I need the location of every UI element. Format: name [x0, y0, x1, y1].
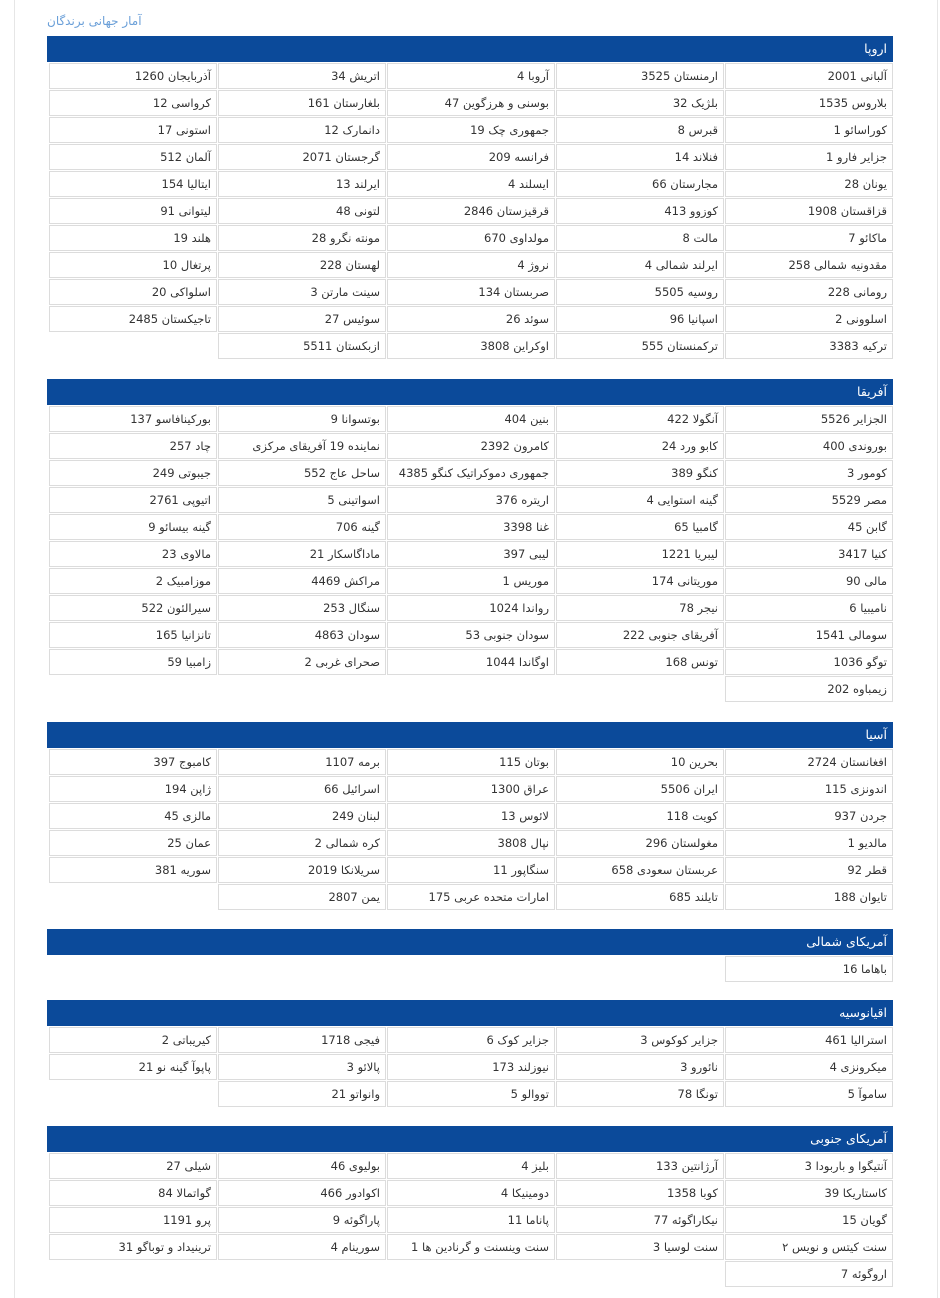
country-entry[interactable]: فیجی 1718 — [218, 1027, 386, 1053]
country-entry[interactable]: کامبوج 397 — [49, 749, 217, 775]
empty-cell — [555, 676, 724, 702]
region-header: آمریکای جنوبی — [47, 1126, 893, 1152]
country-entry[interactable]: کیریباتی 2 — [49, 1027, 217, 1053]
country-entry[interactable]: سینت مارتن 3 — [218, 279, 386, 305]
region-header: آمریکای شمالی — [47, 929, 893, 955]
country-entry[interactable]: جیبوتی 249 — [49, 460, 217, 486]
country-entry[interactable]: برمه 1107 — [218, 749, 386, 775]
country-entry[interactable]: گویان 15 — [725, 1207, 893, 1233]
country-entry[interactable]: لیبریا 1221 — [556, 541, 724, 567]
country-entry[interactable]: لتونی 48 — [218, 198, 386, 224]
country-entry[interactable]: تایوان 188 — [725, 884, 893, 910]
country-entry[interactable]: نیجر 78 — [556, 595, 724, 621]
empty-cell — [48, 884, 217, 910]
empty-cell — [48, 1081, 217, 1107]
country-entry[interactable]: بلژیک 32 — [556, 90, 724, 116]
country-entry[interactable]: نیکاراگوئه 77 — [556, 1207, 724, 1233]
country-entry[interactable]: گینه 706 — [218, 514, 386, 540]
country-entry[interactable]: اروگوئه 7 — [725, 1261, 893, 1287]
country-entry[interactable]: نماینده 19 آفریقای مرکزی — [218, 433, 386, 459]
country-entry[interactable]: عربستان سعودی 658 — [556, 857, 724, 883]
country-entry[interactable]: آلبانی 2001 — [725, 63, 893, 89]
country-entry[interactable]: ارمنستان 3525 — [556, 63, 724, 89]
country-entry[interactable]: سنت لوسیا 3 — [556, 1234, 724, 1260]
country-entry[interactable]: کرواسی 12 — [49, 90, 217, 116]
country-entry[interactable]: لهستان 228 — [218, 252, 386, 278]
empty-cell — [217, 956, 386, 982]
country-entry[interactable]: گینه بیسائو 9 — [49, 514, 217, 540]
country-entry[interactable]: سوئیس 27 — [218, 306, 386, 332]
country-entry[interactable]: آنگولا 422 — [556, 406, 724, 432]
country-entry[interactable]: مصر 5529 — [725, 487, 893, 513]
country-entry[interactable]: تووالو 5 — [387, 1081, 555, 1107]
country-entry[interactable]: بلغارستان 161 — [218, 90, 386, 116]
country-entry[interactable]: زامبیا 59 — [49, 649, 217, 675]
country-entry[interactable]: ژاپن 194 — [49, 776, 217, 802]
country-entry[interactable]: دانمارک 12 — [218, 117, 386, 143]
country-entry[interactable]: اسپانیا 96 — [556, 306, 724, 332]
country-entry[interactable]: فرانسه 209 — [387, 144, 555, 170]
country-grid — [47, 955, 893, 982]
country-entry[interactable]: نیوزلند 173 — [387, 1054, 555, 1080]
country-entry[interactable]: سنت وینسنت و گرنادین ها 1 — [387, 1234, 555, 1260]
country-entry[interactable]: جزایر کوک 6 — [387, 1027, 555, 1053]
region-section — [47, 722, 893, 910]
country-entry[interactable]: قرقیزستان 2846 — [387, 198, 555, 224]
country-entry[interactable]: ماداگاسکار 21 — [218, 541, 386, 567]
country-entry[interactable]: کابو ورد 24 — [556, 433, 724, 459]
page-title[interactable]: آمار جهانی برندگان — [47, 14, 142, 28]
country-entry[interactable]: مراکش 4469 — [218, 568, 386, 594]
country-entry[interactable]: ماکائو 7 — [725, 225, 893, 251]
region-header: آفریقا — [47, 379, 893, 405]
region-header: اقیانوسیه — [47, 1000, 893, 1026]
country-entry[interactable]: مونته نگرو 28 — [218, 225, 386, 251]
country-entry[interactable]: بلیز 4 — [387, 1153, 555, 1179]
country-entry[interactable]: آروبا 4 — [387, 63, 555, 89]
country-entry[interactable]: آفریقای جنوبی 222 — [556, 622, 724, 648]
country-entry[interactable]: سنگاپور 11 — [387, 857, 555, 883]
region-section — [47, 36, 893, 359]
region-section — [47, 1000, 893, 1107]
country-entry[interactable]: سیرالئون 522 — [49, 595, 217, 621]
country-entry[interactable]: نامیبیا 6 — [725, 595, 893, 621]
country-entry[interactable]: ترکمنستان 555 — [556, 333, 724, 359]
country-grid — [47, 1152, 893, 1287]
country-entry[interactable]: امارات متحده عربی 175 — [387, 884, 555, 910]
country-entry[interactable]: مالی 90 — [725, 568, 893, 594]
country-entry[interactable]: رواندا 1024 — [387, 595, 555, 621]
country-entry[interactable]: بحرین 10 — [556, 749, 724, 775]
country-entry[interactable]: سودان جنوبی 53 — [387, 622, 555, 648]
country-entry[interactable]: اسلواکی 20 — [49, 279, 217, 305]
country-entry[interactable]: سومالی 1541 — [725, 622, 893, 648]
country-entry[interactable]: سودان 4863 — [218, 622, 386, 648]
empty-cell — [217, 1261, 386, 1287]
country-entry[interactable]: اوکراین 3808 — [387, 333, 555, 359]
country-entry[interactable]: سنگال 253 — [218, 595, 386, 621]
region-section — [47, 929, 893, 982]
country-entry[interactable]: بوتسوانا 9 — [218, 406, 386, 432]
country-entry[interactable]: مغولستان 296 — [556, 830, 724, 856]
empty-cell — [555, 956, 724, 982]
country-entry[interactable]: پالائو 3 — [218, 1054, 386, 1080]
country-entry[interactable]: تاجیکستان 2485 — [49, 306, 217, 332]
country-entry[interactable]: جردن 937 — [725, 803, 893, 829]
country-entry[interactable]: کومور 3 — [725, 460, 893, 486]
country-entry[interactable]: باهاما 16 — [725, 956, 893, 982]
country-entry[interactable]: مالدیو 1 — [725, 830, 893, 856]
country-entry[interactable]: ایتالیا 154 — [49, 171, 217, 197]
country-entry[interactable]: جمهوری دموکراتیک کنگو 4385 — [387, 460, 555, 486]
country-entry[interactable]: میکرونزی 4 — [725, 1054, 893, 1080]
country-entry[interactable]: پرتغال 10 — [49, 252, 217, 278]
country-entry[interactable]: بوروندی 400 — [725, 433, 893, 459]
country-entry[interactable]: یونان 28 — [725, 171, 893, 197]
country-entry[interactable]: اوگاندا 1044 — [387, 649, 555, 675]
country-entry[interactable]: ساحل عاج 552 — [218, 460, 386, 486]
country-entry[interactable]: نروژ 4 — [387, 252, 555, 278]
country-entry[interactable]: فنلاند 14 — [556, 144, 724, 170]
country-entry[interactable]: استونی 17 — [49, 117, 217, 143]
region-header: اروپا — [47, 36, 893, 62]
country-entry[interactable]: اسرائیل 66 — [218, 776, 386, 802]
country-entry[interactable]: سورینام 4 — [218, 1234, 386, 1260]
country-entry[interactable]: دومینیکا 4 — [387, 1180, 555, 1206]
country-entry[interactable]: قزاقستان 1908 — [725, 198, 893, 224]
country-entry[interactable]: تایلند 685 — [556, 884, 724, 910]
country-entry[interactable]: گابن 45 — [725, 514, 893, 540]
empty-cell — [386, 1261, 555, 1287]
country-entry[interactable]: توگو 1036 — [725, 649, 893, 675]
country-entry[interactable]: صحرای غربی 2 — [218, 649, 386, 675]
region-header: آسیا — [47, 722, 893, 748]
country-entry[interactable]: کوراسائو 1 — [725, 117, 893, 143]
country-entry[interactable]: اندونزی 115 — [725, 776, 893, 802]
country-entry[interactable]: الجزایر 5526 — [725, 406, 893, 432]
country-entry[interactable]: اتریش 34 — [218, 63, 386, 89]
empty-cell — [386, 676, 555, 702]
country-entry[interactable]: جزایر فارو 1 — [725, 144, 893, 170]
country-entry[interactable]: مالت 8 — [556, 225, 724, 251]
country-entry[interactable]: سریلانکا 2019 — [218, 857, 386, 883]
country-entry[interactable]: بنین 404 — [387, 406, 555, 432]
country-entry[interactable]: هلند 19 — [49, 225, 217, 251]
empty-cell — [48, 1261, 217, 1287]
country-entry[interactable]: تونگا 78 — [556, 1081, 724, 1107]
country-entry[interactable]: موزامبیک 2 — [49, 568, 217, 594]
country-entry[interactable]: کاستاریکا 39 — [725, 1180, 893, 1206]
country-entry[interactable]: نائورو 3 — [556, 1054, 724, 1080]
country-entry[interactable]: بولیوی 46 — [218, 1153, 386, 1179]
country-entry[interactable]: اسلوونی 2 — [725, 306, 893, 332]
country-entry[interactable]: لائوس 13 — [387, 803, 555, 829]
empty-cell — [48, 333, 217, 359]
country-entry[interactable]: بورکینافاسو 137 — [49, 406, 217, 432]
country-entry[interactable]: کویت 118 — [556, 803, 724, 829]
country-entry[interactable]: اکوادور 466 — [218, 1180, 386, 1206]
country-entry[interactable]: عراق 1300 — [387, 776, 555, 802]
country-grid — [47, 1026, 893, 1107]
country-grid — [47, 405, 893, 702]
country-entry[interactable]: ایرلند 13 — [218, 171, 386, 197]
country-entry[interactable]: بوتان 115 — [387, 749, 555, 775]
country-entry[interactable]: ایرلند شمالی 4 — [556, 252, 724, 278]
country-entry[interactable]: غنا 3398 — [387, 514, 555, 540]
country-entry[interactable]: اریتره 376 — [387, 487, 555, 513]
country-entry[interactable]: چاد 257 — [49, 433, 217, 459]
country-entry[interactable]: گواتمالا 84 — [49, 1180, 217, 1206]
country-entry[interactable]: گامبیا 65 — [556, 514, 724, 540]
country-entry[interactable]: بلاروس 1535 — [725, 90, 893, 116]
country-entry[interactable]: ساموآ 5 — [725, 1081, 893, 1107]
country-entry[interactable]: روسیه 5505 — [556, 279, 724, 305]
country-entry[interactable]: استرالیا 461 — [725, 1027, 893, 1053]
country-entry[interactable]: یمن 2807 — [218, 884, 386, 910]
country-entry[interactable]: ترینیداد و توباگو 31 — [49, 1234, 217, 1260]
empty-cell — [386, 956, 555, 982]
country-entry[interactable]: آلمان 512 — [49, 144, 217, 170]
country-entry[interactable]: پاپوآ گینه نو 21 — [49, 1054, 217, 1080]
country-entry[interactable]: سنت کیتس و نویس ۲ — [725, 1234, 893, 1260]
country-entry[interactable]: سوریه 381 — [49, 857, 217, 883]
region-section — [47, 379, 893, 702]
country-entry[interactable]: پاراگوئه 9 — [218, 1207, 386, 1233]
country-entry[interactable]: ازبکستان 5511 — [218, 333, 386, 359]
country-entry[interactable]: رومانی 228 — [725, 279, 893, 305]
country-entry[interactable]: اسواتینی 5 — [218, 487, 386, 513]
country-grid — [47, 62, 893, 359]
empty-cell — [48, 676, 217, 702]
country-entry[interactable]: بوسنی و هرزگوین 47 — [387, 90, 555, 116]
country-entry[interactable]: ترکیه 3383 — [725, 333, 893, 359]
country-entry[interactable]: جزایر کوکوس 3 — [556, 1027, 724, 1053]
country-entry[interactable]: قطر 92 — [725, 857, 893, 883]
country-entry[interactable]: گرجستان 2071 — [218, 144, 386, 170]
country-entry[interactable]: ایسلند 4 — [387, 171, 555, 197]
country-entry[interactable]: لبنان 249 — [218, 803, 386, 829]
country-entry[interactable]: جمهوری چک 19 — [387, 117, 555, 143]
country-entry[interactable]: کوبا 1358 — [556, 1180, 724, 1206]
country-entry[interactable]: افغانستان 2724 — [725, 749, 893, 775]
country-entry[interactable]: آرژانتین 133 — [556, 1153, 724, 1179]
country-entry[interactable]: موریس 1 — [387, 568, 555, 594]
country-entry[interactable]: کره شمالی 2 — [218, 830, 386, 856]
country-entry[interactable]: نپال 3808 — [387, 830, 555, 856]
country-entry[interactable]: کوزوو 413 — [556, 198, 724, 224]
country-entry[interactable]: مالزی 45 — [49, 803, 217, 829]
country-entry[interactable]: قبرس 8 — [556, 117, 724, 143]
country-entry[interactable]: اتیوپی 2761 — [49, 487, 217, 513]
empty-cell — [48, 956, 217, 982]
country-entry[interactable]: تونس 168 — [556, 649, 724, 675]
country-entry[interactable]: لیتوانی 91 — [49, 198, 217, 224]
country-entry[interactable]: کنگو 389 — [556, 460, 724, 486]
country-entry[interactable]: صربستان 134 — [387, 279, 555, 305]
country-entry[interactable]: لیبی 397 — [387, 541, 555, 567]
country-entry[interactable]: کنیا 3417 — [725, 541, 893, 567]
country-entry[interactable]: پاناما 11 — [387, 1207, 555, 1233]
region-section — [47, 1126, 893, 1287]
country-entry[interactable]: تانزانیا 165 — [49, 622, 217, 648]
country-entry[interactable]: مولداوی 670 — [387, 225, 555, 251]
country-entry[interactable]: آذربایجان 1260 — [49, 63, 217, 89]
country-entry[interactable]: آنتیگوا و باربودا 3 — [725, 1153, 893, 1179]
empty-cell — [217, 676, 386, 702]
country-entry[interactable]: شیلی 27 — [49, 1153, 217, 1179]
country-entry[interactable]: وانواتو 21 — [218, 1081, 386, 1107]
country-entry[interactable]: مالاوی 23 — [49, 541, 217, 567]
country-entry[interactable]: مقدونیه شمالی 258 — [725, 252, 893, 278]
country-entry[interactable]: پرو 1191 — [49, 1207, 217, 1233]
country-grid — [47, 748, 893, 910]
country-entry[interactable]: کامرون 2392 — [387, 433, 555, 459]
country-entry[interactable]: سوئد 26 — [387, 306, 555, 332]
country-entry[interactable]: عمان 25 — [49, 830, 217, 856]
country-entry[interactable]: گینه استوایی 4 — [556, 487, 724, 513]
country-entry[interactable]: موریتانی 174 — [556, 568, 724, 594]
empty-cell — [555, 1261, 724, 1287]
country-entry[interactable]: مجارستان 66 — [556, 171, 724, 197]
country-entry[interactable]: ایران 5506 — [556, 776, 724, 802]
country-entry[interactable]: زیمباوه 202 — [725, 676, 893, 702]
